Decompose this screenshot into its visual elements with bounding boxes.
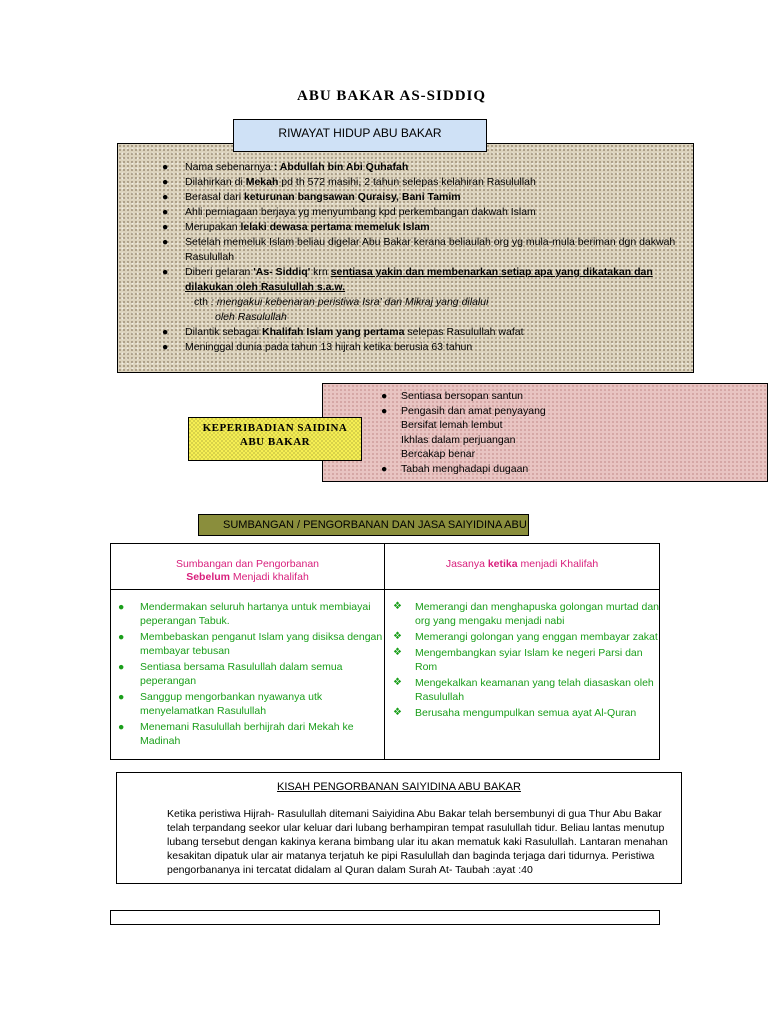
list-item: ❖ Mengembangkan syiar Islam ke negeri Parsi dan Rom (393, 647, 643, 673)
right-column-list (385, 600, 659, 720)
bullet-icon: ● (162, 176, 169, 188)
bullet-icon: ● (162, 341, 169, 353)
riwayat-item: ● Diberi gelaran 'As- Siddiq' krn sentiasa yakin dan membenarkan setiap apa yang dikatakan dan dilakukan oleh Rasulullah s.a.w. (162, 266, 653, 293)
bullet-icon: ● (118, 691, 125, 703)
list-item: ● Sentiasa bersama Rasulullah dalam semua peperangan (118, 661, 343, 687)
diamond-bullet-icon: ❖ (393, 601, 402, 612)
riwayat-item: ● Ahli perniagaan berjaya yg menyumbang kpd perkembangan dakwah Islam (162, 206, 536, 218)
bullet-icon: ● (381, 462, 388, 475)
sumbangan-header: SUMBANGAN / PENGORBANAN DAN JASA SAIYIDINA ABU (198, 514, 529, 536)
bullet-icon: ● (162, 161, 169, 173)
kisah-box (116, 772, 682, 884)
riwayat-box (117, 143, 694, 373)
riwayat-item: ● Merupakan lelaki dewasa pertama memeluk Islam (162, 221, 430, 233)
keperibadian-item: Bersifat lemah lembut (401, 419, 503, 432)
sumbangan-table (110, 543, 660, 760)
example-note-cont: oleh Rasulullah (215, 311, 287, 323)
kisah-title: KISAH PENGORBANAN SAIYIDINA ABU BAKAR (277, 781, 521, 793)
bullet-icon: ● (118, 721, 125, 733)
keperibadian-item: Bercakap benar (401, 448, 476, 461)
diamond-bullet-icon: ❖ (393, 647, 402, 658)
keperibadian-item: Ikhlas dalam perjuangan (401, 433, 516, 446)
bullet-icon: ● (118, 661, 125, 673)
keperibadian-box (322, 383, 768, 482)
list-item: ❖ Memerangi dan menghapuska golongan murtad dan org yang mengaku menjadi nabi (393, 601, 659, 627)
list-item: ● Sanggup mengorbankan nyawanya utk menyelamatkan Rasulullah (118, 691, 323, 717)
keperibadian-label-line2: ABU BAKAR (239, 436, 311, 448)
bullet-icon: ● (381, 404, 388, 417)
list-item: ● Membebaskan penganut Islam yang disiksa dengan membayar tebusan (118, 631, 383, 657)
riwayat-item: ● Berasal dari keturunan bangsawan Quraisy, Bani Tamim (162, 191, 461, 203)
bullet-icon: ● (162, 191, 169, 203)
kisah-paragraph: Ketika peristiwa Hijrah- Rasulullah ditemani Saiyidina Abu Bakar telah bersembunyi di gua Thur Abu Bakar telah terpandang seekor ular keluar dari lubang berhampiran tempat rasulullah tidur. Beliau lantas menutup lubang tersebut dengan kakinya kerana bimbang ular itu akan mematuk kaki Rasulullah. Lantaran menahan kesakitan dipatuk ular air matanya terjatuh ke pipi Rasulullah dan baginda terjaga dari tidurnya. Peristiwa pengorbananya ini tercatat didalam al Quran dalam Surah At- Taubah :ayat :40 (167, 808, 668, 876)
diamond-bullet-icon: ❖ (393, 677, 402, 688)
riwayat-list (118, 160, 688, 355)
diamond-bullet-icon: ❖ (393, 707, 402, 718)
bullet-icon: ● (162, 221, 169, 233)
list-item: ❖ Berusaha mengumpulkan semua ayat Al-Quran (393, 707, 637, 719)
right-column-heading: Jasanya ketika menjadi Khalifah (445, 558, 599, 570)
riwayat-item: ● Meninggal dunia pada tahun 13 hijrah ketika berusia 63 tahun (162, 341, 473, 353)
riwayat-item: ● Nama sebenarnya : Abdullah bin Abi Quhafah (162, 161, 409, 173)
list-item: ❖ Memerangi golongan yang enggan membayar zakat (393, 631, 658, 643)
riwayat-item: ● Setelah memeluk Islam beliau digelar Abu Bakar kerana beliaulah org yg mula-mula beriman dgn dakwah Rasulullah (162, 236, 676, 263)
keperibadian-label-line1: KEPERIBADIAN SAIDINA (202, 422, 348, 434)
keperibadian-item: ● Sentiasa bersopan santun (381, 390, 524, 402)
keperibadian-label (188, 417, 362, 461)
list-item: ● Mendermakan seluruh hartanya untuk membiayai peperangan Tabuk. (118, 601, 371, 627)
bullet-icon: ● (118, 631, 125, 643)
page-title: ABU BAKAR AS-SIDDIQ (297, 88, 487, 104)
bullet-icon: ● (162, 236, 169, 248)
empty-box (110, 910, 660, 925)
riwayat-item: ● Dilantik sebagai Khalifah Islam yang pertama selepas Rasulullah wafat (162, 326, 524, 338)
riwayat-item: ● Dilahirkan di Mekah pd th 572 masihi, 2 tahun selepas kelahiran Rasulullah (162, 176, 536, 188)
bullet-icon: ● (162, 206, 169, 218)
bullet-icon: ● (162, 266, 169, 278)
list-item: ❖ Mengekalkan keamanan yang telah diasaskan oleh Rasulullah (393, 677, 654, 703)
list-item: ● Menemani Rasulullah berhijrah dari Mekah ke Madinah (118, 721, 354, 747)
diamond-bullet-icon: ❖ (393, 631, 402, 642)
keperibadian-item: ● Pengasih dan amat penyayang (381, 404, 546, 417)
left-column-heading: Sumbangan dan Pengorbanan Sebelum Menjadi khalifah (175, 558, 320, 583)
example-note: cth : mengakui kebenaran peristiwa Isra' dan Mikraj yang dilalui (194, 296, 489, 308)
keperibadian-item: ● Tabah menghadapi dugaan (381, 462, 529, 475)
bullet-icon: ● (118, 601, 125, 613)
bullet-icon: ● (381, 390, 388, 402)
riwayat-header: RIWAYAT HIDUP ABU BAKAR (233, 119, 487, 152)
left-column-list (111, 600, 383, 748)
bullet-icon: ● (162, 326, 169, 338)
